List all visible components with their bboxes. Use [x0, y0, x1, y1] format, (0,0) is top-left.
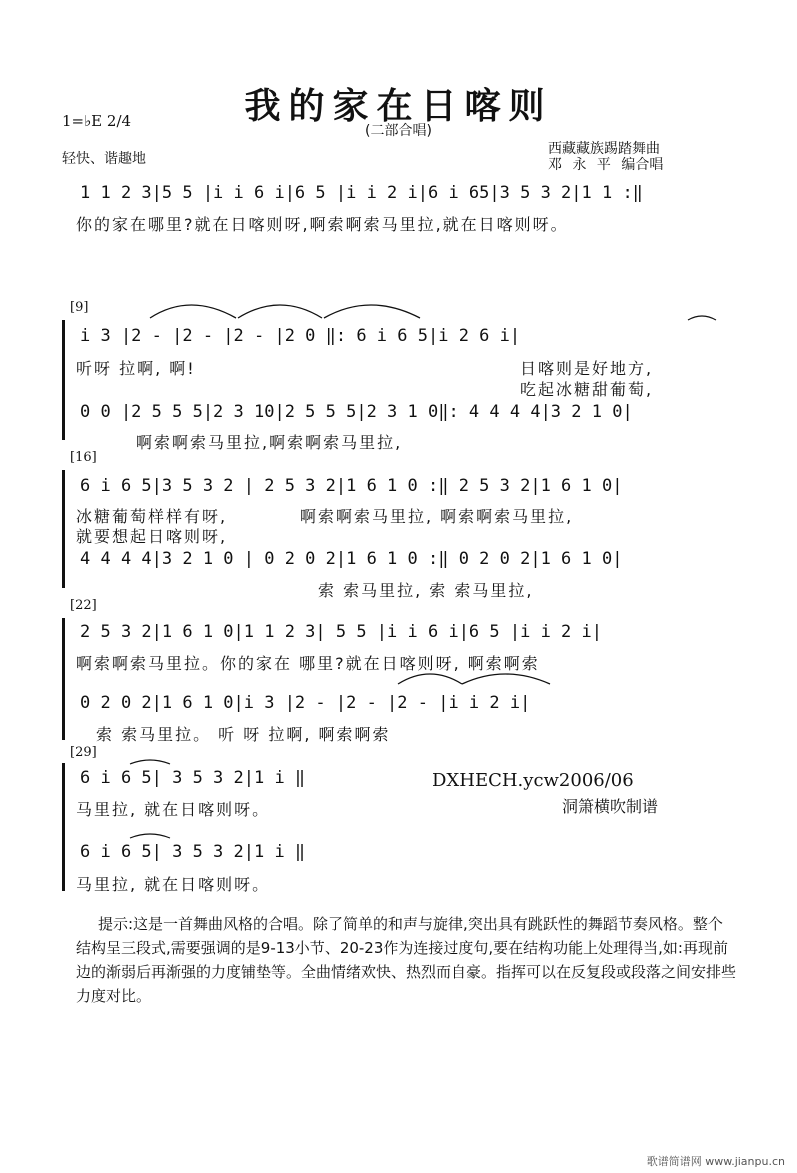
song-subtitle: (二部合唱)	[365, 123, 432, 139]
system2-lower-lyrics: 啊索啊索马里拉,啊索啊索马里拉,	[136, 433, 403, 452]
system3-upper-lyrics-3: 啊索啊索马里拉, 啊索啊索马里拉,	[300, 507, 574, 526]
section-label-9: [9]	[70, 300, 89, 315]
slur-arc	[462, 674, 550, 684]
system4-lower-lyrics: 索 索马里拉。 听 呀 拉啊, 啊索啊索	[96, 725, 391, 744]
slur-arc	[398, 674, 462, 684]
slur-arc	[238, 305, 322, 318]
system4-lower-notes: 0 2 0 2|1 6 1 0|i 3 |2 - |2 - |2 - |i i 2 i|	[80, 693, 531, 713]
system5-upper-notes: 6 i 6 5| 3 5 3 2|1 i ‖	[80, 768, 306, 788]
slur-arc	[130, 834, 170, 838]
system4-upper-notes: 2 5 3 2|1 6 1 0|1 1 2 3| 5 5 |i i 6 i|6 5 |i i 2 i|	[80, 622, 602, 642]
system2-upper-lyrics: 听呀 拉啊, 啊!	[76, 359, 196, 378]
system2-verse1-lyrics: 日喀则是好地方,	[520, 359, 654, 378]
transcriber-name: 洞箫横吹制谱	[562, 797, 659, 816]
key-signature: 1=♭E 2/4	[62, 112, 132, 130]
slur-arc	[150, 305, 236, 318]
slur-arc	[688, 316, 716, 320]
system4-upper-lyrics: 啊索啊索马里拉。你的家在 哪里?就在日喀则呀, 啊索啊索	[76, 654, 540, 673]
song-title: 我的家在日喀则	[244, 86, 553, 127]
system1-notes: 1 1 2 3|5 5 |i i 6 i|6 5 |i i 2 i|6 i 65|3 5 3 2|1 1 :‖	[80, 183, 643, 203]
system1-lyrics: 你的家在哪里?就在日喀则呀,啊索啊索马里拉,就在日喀则呀。	[76, 215, 569, 234]
system3-lower-notes: 4 4 4 4|3 2 1 0 | 0 2 0 2|1 6 1 0 :‖ 0 2 0 2|1 6 1 0|	[80, 549, 623, 569]
performance-tip: 提示:这是一首舞曲风格的合唱。除了简单的和声与旋律,突出具有跳跃性的舞蹈节奏风格。整个结构呈三段式,需要强调的是9-13小节、20-23作为连接过度句,要在结构功能上处理得当,如:再现前边的渐弱后再渐强的力度铺垫等。全曲情绪欢快、热烈而自豪。指挥可以在反复段或段落之间安排些力度对比。	[76, 915, 737, 1005]
system2-lower-notes: 0 0 |2 5 5 5|2 3 10|2 5 5 5|2 3 1 0‖: 4 4 4 4|3 2 1 0|	[80, 402, 633, 422]
section-label-16: [16]	[70, 450, 97, 465]
system3-lower-lyrics: 索 索马里拉, 索 索马里拉,	[318, 581, 534, 600]
tempo-marking: 轻快、谐趣地	[62, 151, 146, 167]
slur-arc	[130, 760, 170, 764]
transcriber-credit: DXHECH.ycw2006/06	[432, 770, 634, 791]
slur-arc	[324, 305, 420, 318]
system5-lower-notes: 6 i 6 5| 3 5 3 2|1 i ‖	[80, 842, 306, 862]
system3-upper-lyrics-1: 冰糖葡萄样样有呀,	[76, 507, 228, 526]
section-label-29: [29]	[70, 745, 97, 760]
system5-upper-lyrics: 马里拉, 就在日喀则呀。	[76, 800, 271, 819]
site-footer: 歌谱简谱网 www.jianpu.cn	[646, 1155, 785, 1168]
system3-upper-lyrics-2: 就要想起日喀则呀,	[76, 527, 228, 546]
system2-upper-notes: i 3 |2 - |2 - |2 - |2 0 ‖: 6 i 6 5|i 2 6 i|	[80, 326, 521, 346]
system5-lower-lyrics: 马里拉, 就在日喀则呀。	[76, 875, 271, 894]
system3-upper-notes: 6 i 6 5|3 5 3 2 | 2 5 3 2|1 6 1 0 :‖ 2 5 3 2|1 6 1 0|	[80, 476, 623, 496]
system2-verse2-lyrics: 吃起冰糖甜葡萄,	[520, 380, 654, 399]
song-source: 西藏藏族踢踏舞曲	[548, 141, 660, 157]
song-arranger: 邓 永 平 编合唱	[548, 157, 664, 173]
section-label-22: [22]	[70, 598, 97, 613]
